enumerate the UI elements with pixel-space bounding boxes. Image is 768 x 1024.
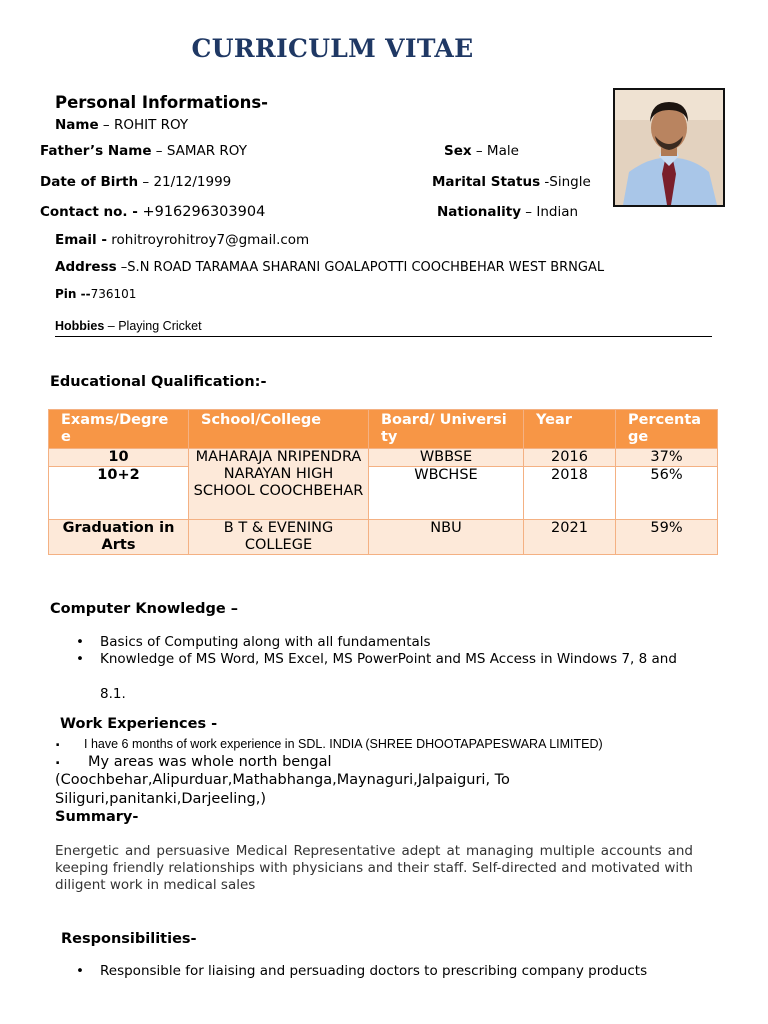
dob-label: Date of Birth xyxy=(40,174,139,190)
father-name-value: – SAMAR ROY xyxy=(151,143,247,159)
cell-percent: 37% xyxy=(616,449,718,467)
sex-field xyxy=(444,143,519,159)
sex-label: Sex xyxy=(444,143,472,159)
responsibilities-list xyxy=(50,963,730,980)
document-title: CURRICULM VITAE xyxy=(191,34,474,63)
marital-status-value: -Single xyxy=(540,174,591,190)
cell-board: WBCHSE xyxy=(369,467,524,520)
list-item: • Knowledge of MS Word, MS Excel, MS PowerPoint and MS Access in Windows 7, 8 and xyxy=(50,651,700,668)
dob-value: – 21/12/1999 xyxy=(138,174,232,190)
personal-info-heading: Personal Informations- xyxy=(55,93,269,112)
table-header-row xyxy=(49,410,718,449)
marital-status-label: Marital Status xyxy=(432,174,541,190)
address-label: Address xyxy=(55,259,117,275)
responsibilities-heading: Responsibilities- xyxy=(61,931,197,947)
contact-value: +916296303904 xyxy=(137,204,266,220)
contact-field xyxy=(40,204,265,220)
nationality-field xyxy=(437,204,578,220)
father-name-label: Father’s Name xyxy=(40,143,152,159)
header-board: Board/ University xyxy=(369,410,524,449)
pin-value: 736101 xyxy=(90,287,137,301)
name-field xyxy=(55,117,188,133)
list-item: • Responsible for liaising and persuading doctors to prescribing company products xyxy=(50,963,730,980)
hobbies-label: Hobbies xyxy=(55,319,105,333)
nationality-label: Nationality xyxy=(437,204,521,220)
summary-heading: Summary- xyxy=(55,809,139,825)
header-year: Year xyxy=(524,410,616,449)
contact-label: Contact no. - xyxy=(40,204,138,220)
email-field xyxy=(55,232,309,248)
cell-board: NBU xyxy=(369,520,524,555)
cell-exam: 10+2 xyxy=(49,467,189,520)
bullet-icon: . xyxy=(55,752,61,768)
list-item: • Basics of Computing along with all fundamentals xyxy=(50,634,700,651)
header-percentage: Percentage xyxy=(616,410,718,449)
person-photo-icon xyxy=(615,90,723,205)
hobbies-value: – Playing Cricket xyxy=(104,319,202,333)
work-item-continuation: Siliguri,panitanki,Darjeeling,) xyxy=(55,791,266,807)
computer-knowledge-heading: Computer Knowledge – xyxy=(50,601,238,617)
work-item: I have 6 months of work experience in SDL. INDIA (SHREE DHOOTAPAPESWARA LIMITED) xyxy=(84,737,603,751)
header-school: School/College xyxy=(189,410,369,449)
cell-year: 2018 xyxy=(524,467,616,520)
table-row xyxy=(49,449,718,467)
cell-percent: 56% xyxy=(616,467,718,520)
address-field xyxy=(55,259,604,275)
address-value: –S.N ROAD TARAMAA SHARANI GOALAPOTTI COOCHBEHAR WEST BRNGAL xyxy=(116,260,605,275)
father-name-field xyxy=(40,143,247,159)
table-row xyxy=(49,520,718,555)
marital-status-field xyxy=(432,174,591,190)
education-heading: Educational Qualification:- xyxy=(50,374,267,390)
work-item-continuation: (Coochbehar,Alipurduar,Mathabhanga,Maynaguri,Jalpaiguri, To xyxy=(55,772,510,788)
table-row xyxy=(49,467,718,520)
cell-school: MAHARAJA NRIPENDRA NARAYAN HIGH SCHOOL COOCHBEHAR xyxy=(189,449,369,520)
list-item-continuation: 8.1. xyxy=(100,686,126,702)
cell-school: B T & EVENING COLLEGE xyxy=(189,520,369,555)
pin-field xyxy=(55,287,136,301)
email-label: Email - xyxy=(55,232,107,248)
cell-year: 2021 xyxy=(524,520,616,555)
profile-photo xyxy=(613,88,725,207)
cell-year: 2016 xyxy=(524,449,616,467)
header-exams: Exams/Degree xyxy=(49,410,189,449)
summary-text: Energetic and persuasive Medical Representative adept at managing multiple accounts and keeping friendly relationships with physicians and their staff. Self-directed and motivated with diligent work in medical sales xyxy=(55,843,693,893)
nationality-value: – Indian xyxy=(521,204,579,220)
education-table xyxy=(48,409,718,555)
cell-board: WBBSE xyxy=(369,449,524,467)
pin-label: Pin -- xyxy=(55,287,91,301)
cell-exam: 10 xyxy=(49,449,189,467)
cell-percent: 59% xyxy=(616,520,718,555)
work-item: My areas was whole north bengal xyxy=(88,754,332,770)
sex-value: – Male xyxy=(471,143,519,159)
dob-field xyxy=(40,174,231,190)
hobbies-field xyxy=(55,319,202,333)
name-label: Name xyxy=(55,117,99,133)
cell-exam: Graduation in Arts xyxy=(49,520,189,555)
section-divider xyxy=(55,336,712,337)
computer-knowledge-list xyxy=(50,634,700,668)
work-experience-heading: Work Experiences - xyxy=(60,716,218,732)
name-value: – ROHIT ROY xyxy=(98,117,189,133)
email-value: rohitroyrohitroy7@gmail.com xyxy=(106,232,310,248)
bullet-icon: . xyxy=(55,734,61,750)
